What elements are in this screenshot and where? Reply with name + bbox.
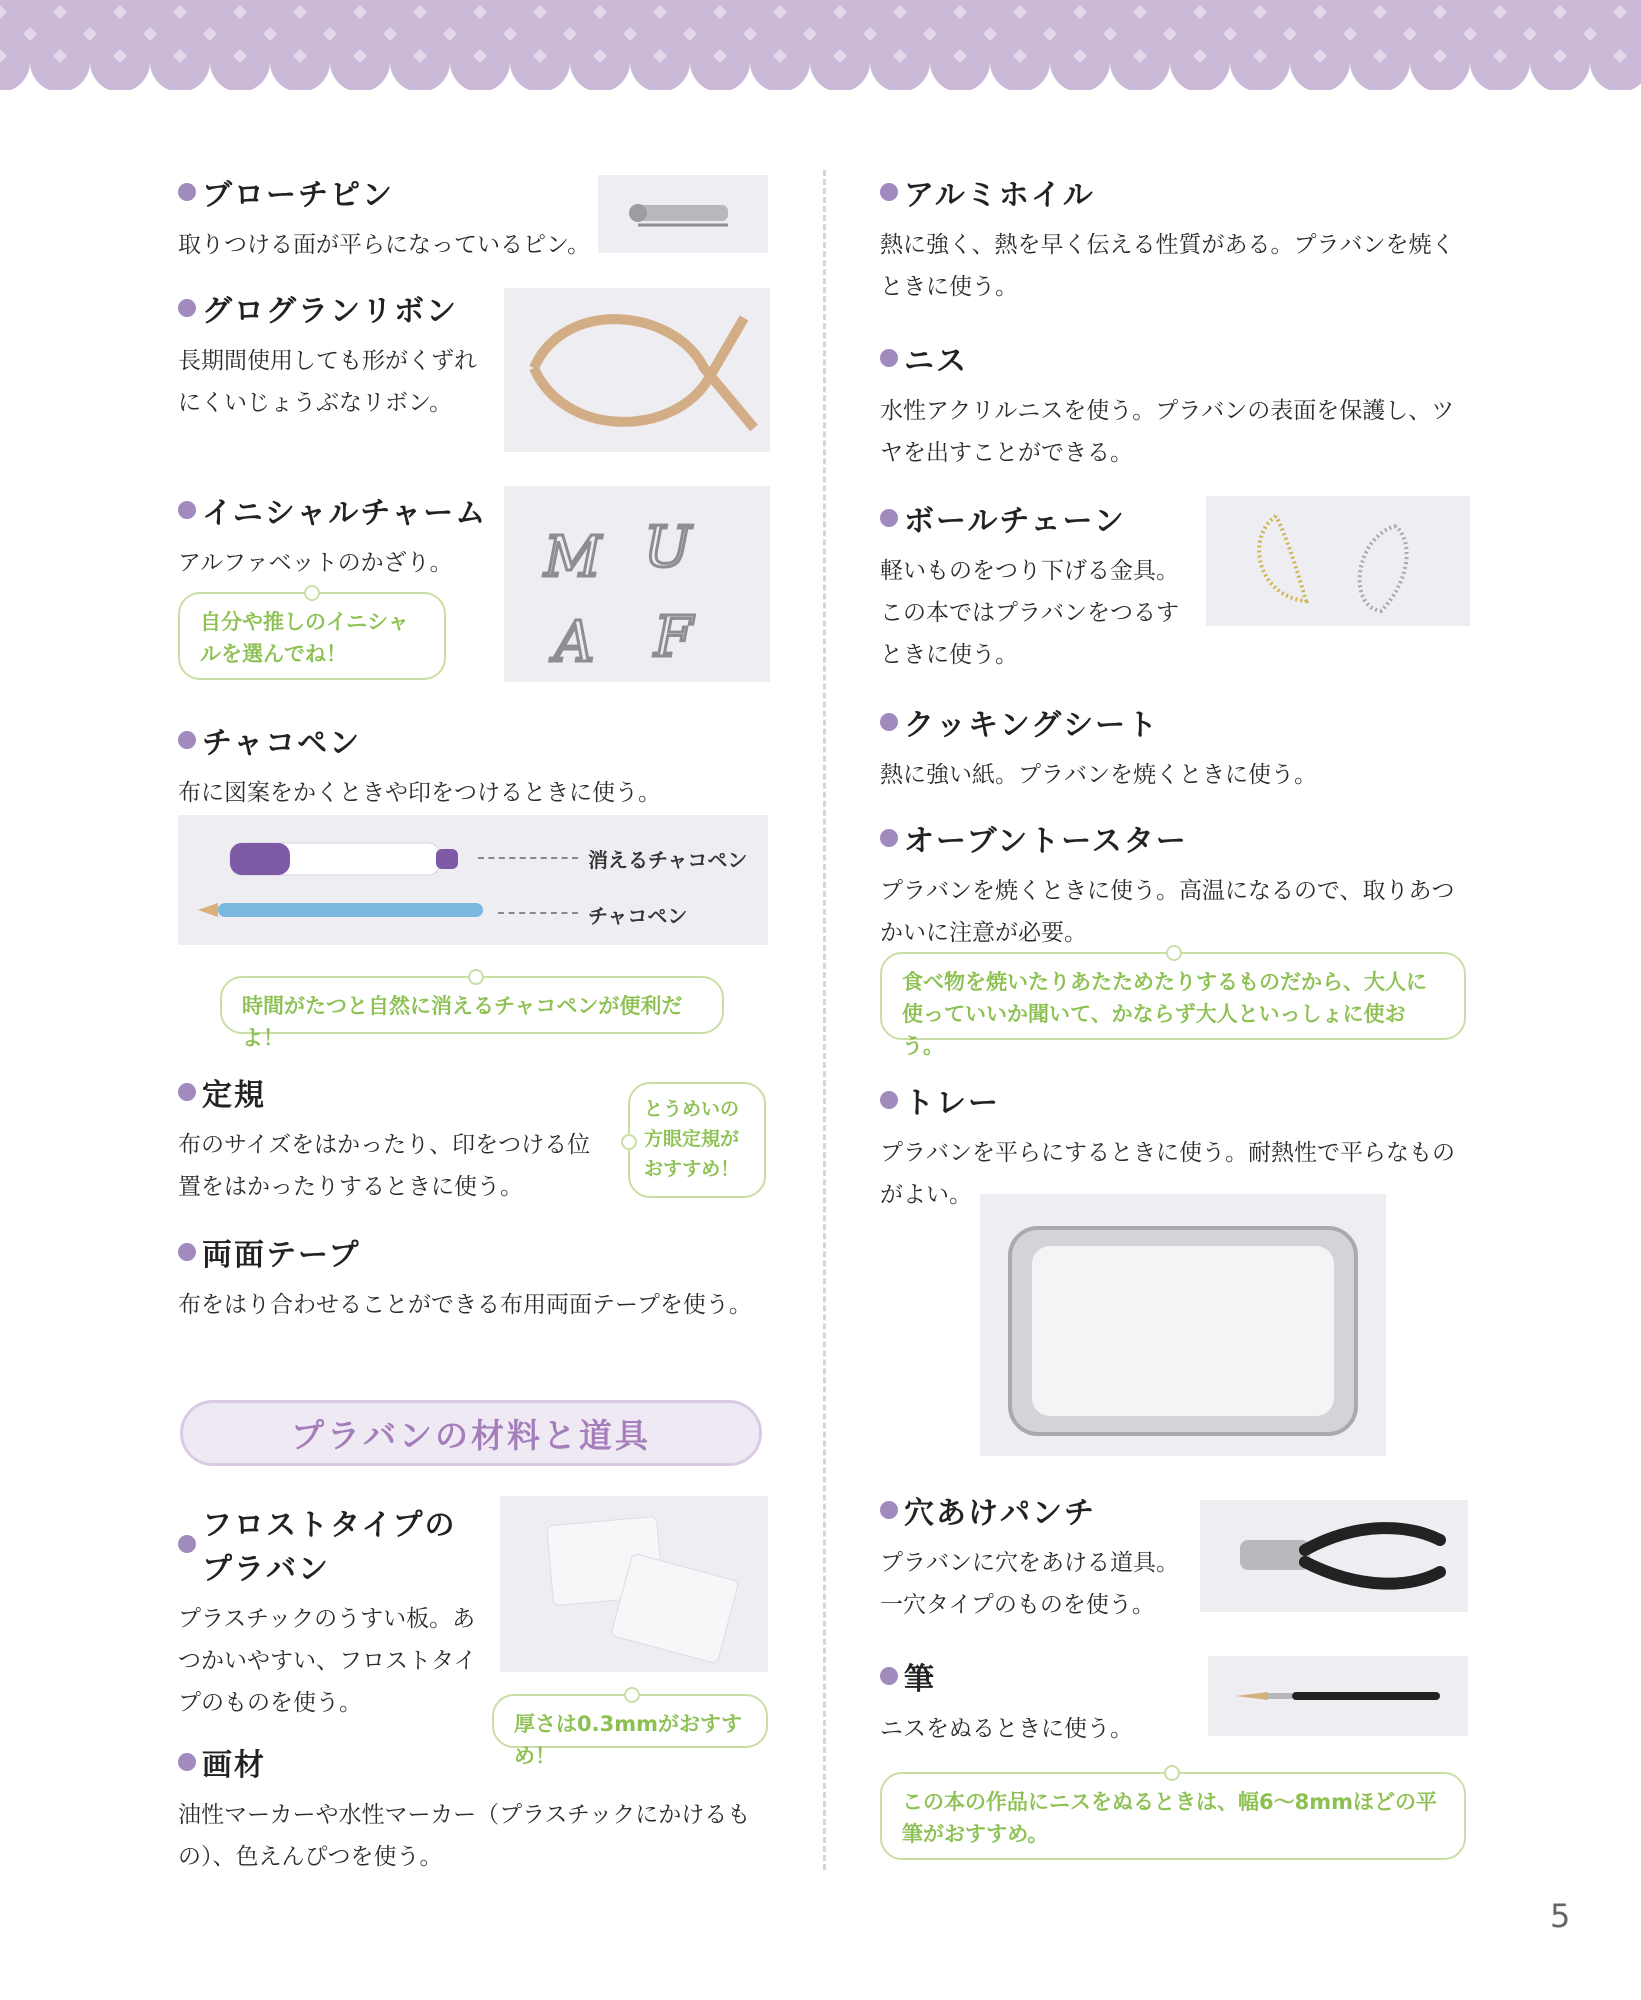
chaco-label-regular: チャコペン	[588, 904, 688, 928]
svg-text:U: U	[644, 515, 692, 580]
note-text: 時間がたつと自然に消えるチャコペンが便利だよ！	[242, 994, 683, 1050]
initial-charm-photo	[504, 486, 770, 682]
item-title: トレー	[904, 1086, 1000, 1121]
column-divider	[823, 170, 826, 1870]
item-title: 定規	[202, 1078, 266, 1113]
item-ball-chain	[880, 496, 1180, 676]
item-title: 両面テープ	[202, 1238, 361, 1273]
bullet-dot	[178, 731, 196, 749]
note-initial	[178, 592, 446, 680]
item-art-materials	[178, 1740, 778, 1878]
chaco-label-erasable: 消えるチャコペン	[588, 848, 748, 872]
note-knot	[1166, 945, 1182, 961]
item-title: 穴あけパンチ	[904, 1496, 1096, 1531]
bullet-dot	[178, 1083, 196, 1101]
note-knot	[621, 1134, 637, 1150]
bullet-dot	[178, 1753, 196, 1771]
item-desc: プラバンを平らにするときに使う。耐熱性で平らなものがよい。	[880, 1140, 1455, 1208]
item-title: クッキングシート	[904, 708, 1160, 743]
bullet-dot	[178, 183, 196, 201]
item-desc: 布に図案をかくときや印をつけるときに使う。	[178, 780, 661, 806]
note-text: この本の作品にニスをぬるときは、幅6〜8mmほどの平筆がおすすめ。	[902, 1790, 1437, 1846]
note-brush	[880, 1772, 1466, 1860]
page-number: 5	[1550, 1897, 1571, 1935]
bullet-dot	[178, 501, 196, 519]
bullet-dot	[178, 1535, 196, 1553]
chaco-leader-erasable	[478, 857, 578, 859]
note-toaster	[880, 952, 1466, 1058]
note-text: とうめいの方眼定規がおすすめ！	[644, 1098, 740, 1180]
item-desc: プラスチックのうすい板。あつかいやすい、フロストタイプのものを使う。	[178, 1606, 477, 1716]
item-desc: 水性アクリルニスを使う。プラバンの表面を保護し、ツヤを出すことができる。	[880, 398, 1455, 466]
item-title: オーブントースター	[904, 824, 1188, 859]
plaban-photo	[500, 1496, 768, 1672]
item-title: 画材	[202, 1748, 266, 1783]
note-ruler	[628, 1082, 766, 1198]
item-desc: 油性マーカーや水性マーカー（プラスチックにかけるもの）、色えんぴつを使う。	[178, 1802, 751, 1870]
section-title-materials: プラバンの材料と道具	[180, 1400, 762, 1466]
bullet-dot	[880, 713, 898, 731]
item-desc: 布のサイズをはかったり、印をつける位置をはかったりするときに使う。	[178, 1132, 591, 1200]
note-chako	[220, 976, 724, 1050]
item-brush	[880, 1654, 1180, 1750]
item-toaster-oven	[880, 816, 1470, 954]
bullet-dot	[880, 829, 898, 847]
header-scallop-band	[0, 0, 1641, 90]
note-knot	[624, 1687, 640, 1703]
note-text: 厚さは0.3mmがおすすめ！	[514, 1712, 743, 1768]
item-aluminum-foil	[880, 170, 1470, 308]
hole-punch-photo	[1200, 1500, 1468, 1612]
bullet-dot	[178, 299, 196, 317]
bullet-dot	[880, 1501, 898, 1519]
svg-text:M: M	[544, 525, 602, 590]
chaco-leader-regular	[498, 912, 578, 914]
item-desc: プラバンを焼くときに使う。高温になるので、取りあつかいに注意が必要。	[880, 878, 1455, 946]
bullet-dot	[880, 1667, 898, 1685]
svg-text:F: F	[654, 605, 693, 670]
item-cooking-sheet	[880, 700, 1470, 796]
item-desc: 熱に強く、熱を早く伝える性質がある。プラバンを焼くときに使う。	[880, 232, 1455, 300]
item-desc: 布をはり合わせることができる布用両面テープを使う。	[178, 1292, 752, 1318]
note-text: 自分や推しのイニシャルを選んでね！	[200, 610, 409, 666]
item-title: 筆	[904, 1662, 936, 1697]
item-desc: アルファベットのかざり。	[178, 550, 453, 576]
item-brooch-pin	[178, 170, 618, 266]
item-initial-charm	[178, 488, 498, 584]
note-knot	[468, 969, 484, 985]
bullet-dot	[178, 1243, 196, 1261]
item-grosgrain-ribbon	[178, 286, 488, 424]
brush-photo	[1208, 1656, 1468, 1736]
item-double-sided-tape	[178, 1230, 778, 1326]
item-varnish	[880, 336, 1470, 474]
item-desc: 取りつける面が平らになっているピン。	[178, 232, 591, 258]
item-title: ニス	[904, 344, 968, 379]
note-text: 食べ物を焼いたりあたためたりするものだから、大人に使っていいか聞いて、かならず大人といっしょに使おう。	[902, 970, 1427, 1058]
note-knot	[1164, 1765, 1180, 1781]
item-desc: 熱に強い紙。プラバンを焼くときに使う。	[880, 762, 1317, 788]
item-desc: 長期間使用しても形がくずれにくいじょうぶなリボン。	[178, 348, 477, 416]
item-desc: 軽いものをつり下げる金具。この本ではプラバンをつるすときに使う。	[880, 558, 1179, 668]
item-frost-plaban	[178, 1500, 478, 1724]
item-title: フロストタイプのプラバン	[202, 1508, 457, 1587]
item-desc: ニスをぬるときに使う。	[880, 1716, 1133, 1742]
note-knot	[304, 585, 320, 601]
bullet-dot	[880, 349, 898, 367]
svg-text:A: A	[554, 610, 595, 675]
item-ruler	[178, 1070, 598, 1208]
bullet-dot	[880, 183, 898, 201]
ribbon-photo	[504, 288, 770, 452]
item-hole-punch	[880, 1488, 1180, 1626]
ball-chain-photo	[1206, 496, 1470, 626]
brooch-pin-photo	[598, 175, 768, 253]
item-title: イニシャルチャーム	[202, 496, 488, 531]
bullet-dot	[880, 1091, 898, 1109]
item-title: ブローチピン	[202, 178, 394, 213]
item-title: チャコペン	[202, 726, 362, 761]
item-chaco-pen	[178, 718, 778, 814]
tray-photo	[980, 1194, 1386, 1456]
item-title: グログランリボン	[202, 294, 458, 329]
item-title: アルミホイル	[904, 178, 1095, 213]
bullet-dot	[880, 509, 898, 527]
item-title: ボールチェーン	[904, 504, 1126, 539]
item-desc: プラバンに穴をあける道具。一穴タイプのものを使う。	[880, 1550, 1179, 1618]
